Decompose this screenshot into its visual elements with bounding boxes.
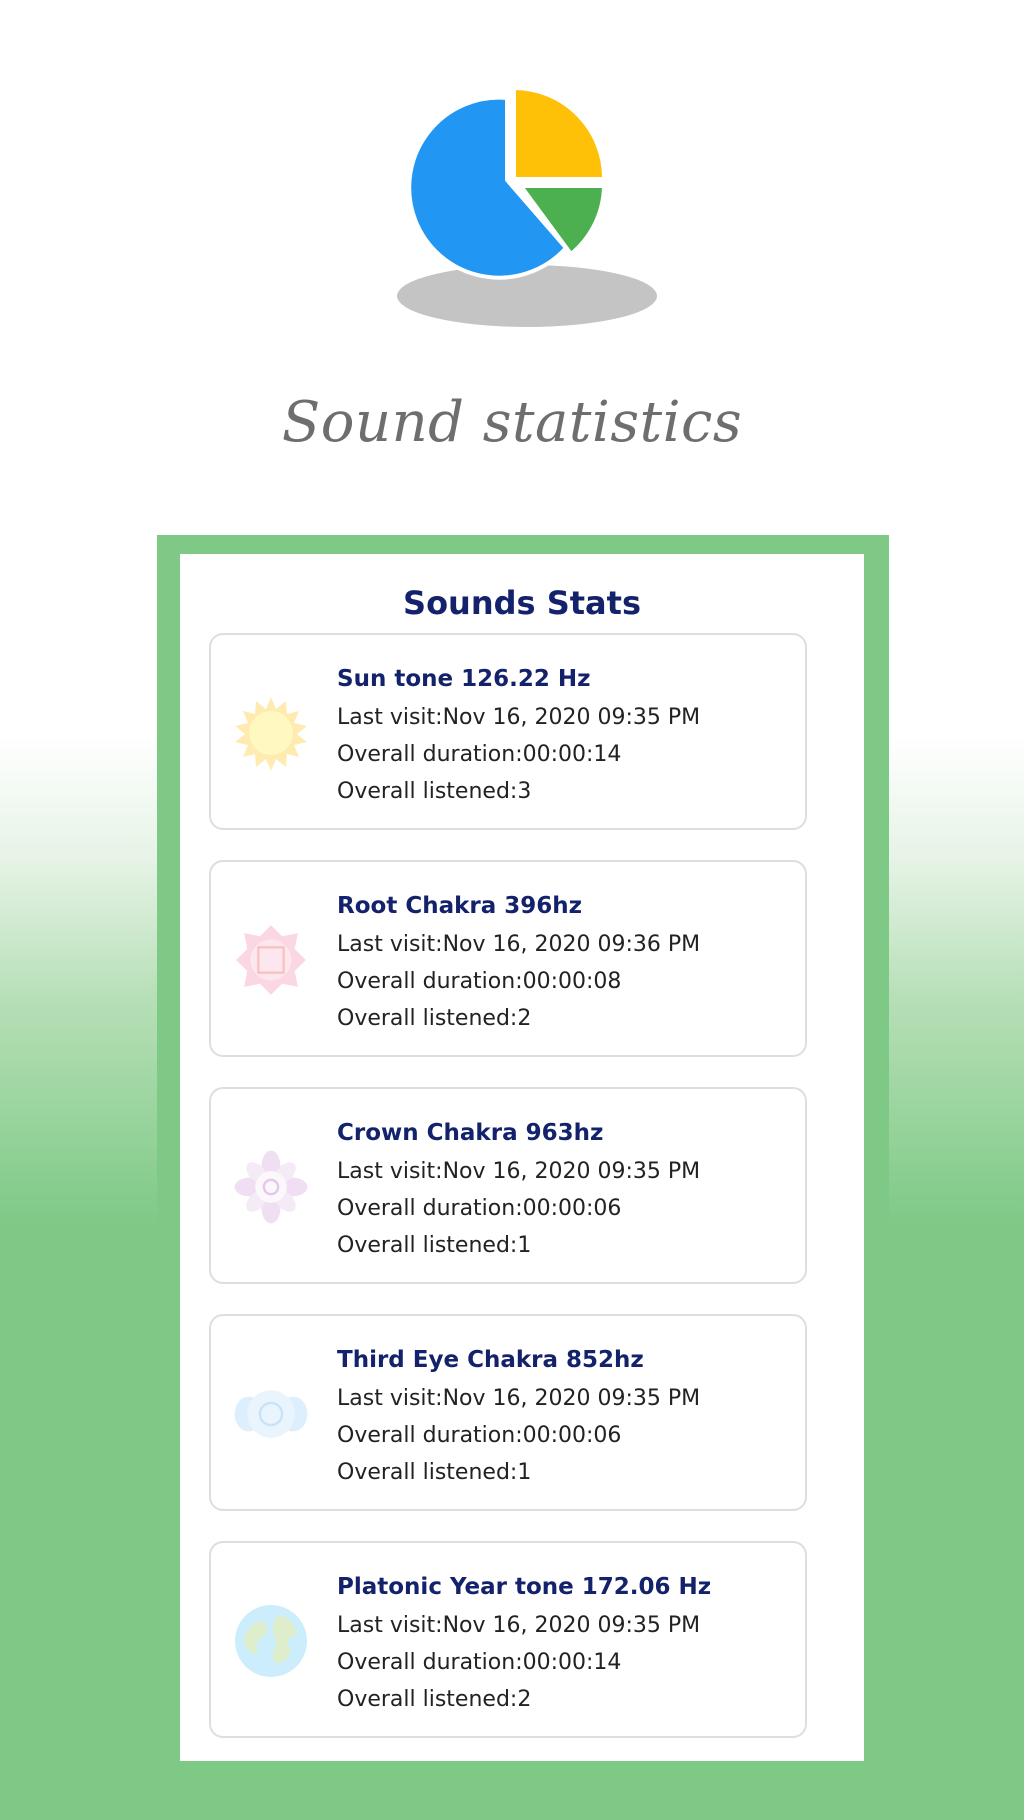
- stats-panel: [180, 554, 864, 1761]
- last-visit: Last visit:Nov 16, 2020 09:35 PM: [337, 1159, 701, 1184]
- sound-name: Platonic Year tone 172.06 Hz: [337, 1574, 712, 1600]
- earth-icon: [233, 1603, 309, 1679]
- overall-listened: Overall listened:2: [337, 1687, 532, 1712]
- sound-card-sun-tone[interactable]: [209, 633, 807, 830]
- overall-listened: Overall listened:2: [337, 1006, 532, 1031]
- overall-listened: Overall listened:1: [337, 1460, 532, 1485]
- sound-name: Root Chakra 396hz: [337, 893, 583, 919]
- page-title: Sound statistics: [281, 390, 743, 455]
- sound-name: Sun tone 126.22 Hz: [337, 666, 591, 692]
- overall-duration: Overall duration:00:00:14: [337, 742, 622, 767]
- root-chakra-icon: [233, 922, 309, 998]
- sound-card-platonic-year[interactable]: [209, 1541, 807, 1738]
- sound-name: Third Eye Chakra 852hz: [337, 1347, 644, 1373]
- panel-title: Sounds Stats: [403, 584, 641, 622]
- overall-listened: Overall listened:3: [337, 779, 532, 804]
- sound-card-root-chakra[interactable]: [209, 860, 807, 1057]
- sound-card-third-eye-chakra[interactable]: [209, 1314, 807, 1511]
- header-illustration: [0, 0, 1024, 340]
- third-eye-chakra-icon: [233, 1376, 309, 1452]
- overall-duration: Overall duration:00:00:08: [337, 969, 622, 994]
- last-visit: Last visit:Nov 16, 2020 09:35 PM: [337, 705, 701, 730]
- pie-chart-icon: [392, 80, 662, 340]
- sound-name: Crown Chakra 963hz: [337, 1120, 604, 1146]
- sound-card-crown-chakra[interactable]: [209, 1087, 807, 1284]
- crown-chakra-icon: [233, 1149, 309, 1225]
- last-visit: Last visit:Nov 16, 2020 09:35 PM: [337, 1613, 701, 1638]
- overall-duration: Overall duration:00:00:06: [337, 1423, 622, 1448]
- overall-duration: Overall duration:00:00:06: [337, 1196, 622, 1221]
- last-visit: Last visit:Nov 16, 2020 09:35 PM: [337, 1386, 701, 1411]
- overall-listened: Overall listened:1: [337, 1233, 532, 1258]
- stats-frame: [157, 535, 889, 1785]
- sun-icon: [233, 695, 309, 771]
- last-visit: Last visit:Nov 16, 2020 09:36 PM: [337, 932, 701, 957]
- overall-duration: Overall duration:00:00:14: [337, 1650, 622, 1675]
